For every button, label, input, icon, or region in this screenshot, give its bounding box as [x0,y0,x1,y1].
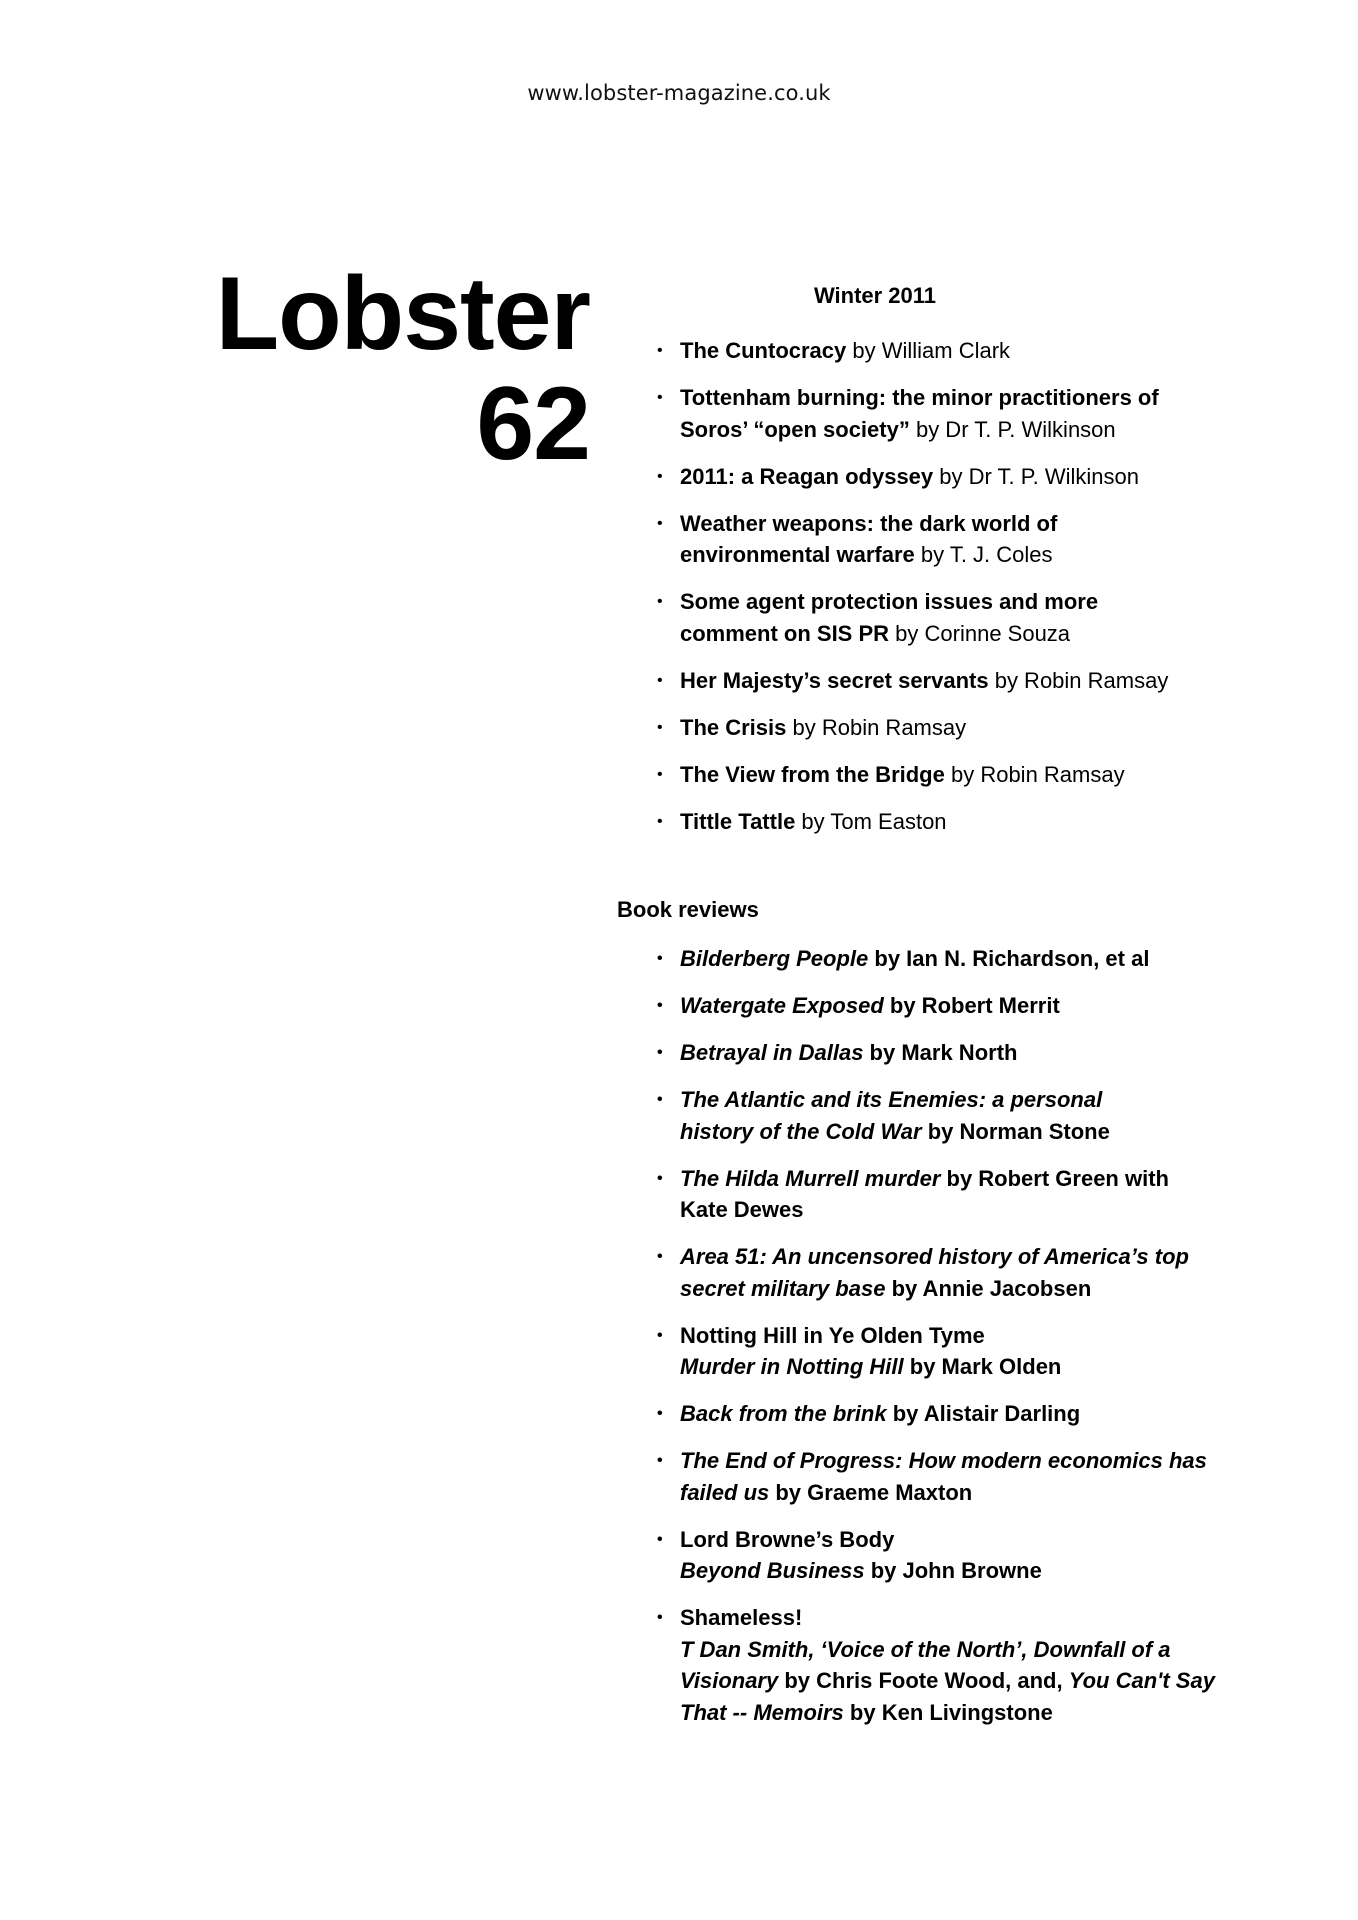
book-title-secondary: You Can't Say That -- Memoirs [680,1668,1215,1725]
article-byline: by T. J. Coles [914,542,1053,567]
review-item [655,1398,1215,1430]
article-title: Tottenham burning: the minor practitioners of Soros’ “open society” [680,385,1159,442]
book-title: Betrayal in Dallas [680,1040,864,1065]
article-byline: by William Clark [846,338,1011,363]
issue-number: 62 [476,366,590,482]
article-item [655,586,1150,649]
site-url: www.lobster-magazine.co.uk [527,81,831,105]
review-byline: by Annie Jacobsen [885,1275,1092,1301]
review-byline: by Mark North [863,1040,1018,1065]
review-item [655,1602,1225,1728]
article-item [655,759,1215,791]
article-title: Her Majesty’s secret servants [680,667,989,693]
review-byline: by Graeme Maxton [769,1479,973,1505]
issue-season: Winter 2011 [813,283,937,308]
bullet-icon: • [657,389,663,406]
review-item [655,1241,1200,1304]
bullet-icon: • [657,671,663,689]
bullet-icon: • [657,342,663,359]
book-title: Bilderberg People [680,946,869,971]
article-byline: by Corinne Souza [889,620,1071,646]
article-byline: by Dr T. P. Wilkinson [909,416,1116,442]
article-byline: by Tom Easton [795,808,947,834]
review-byline: by Norman Stone [921,1118,1110,1144]
article-item [655,508,1120,571]
bullet-icon: • [657,1530,663,1548]
article-byline: by Robin Ramsay [988,667,1169,693]
review-item [655,1037,1215,1069]
bullet-icon: • [657,1091,663,1108]
article-item [655,335,1215,367]
article-item [655,806,1215,838]
review-item [655,1320,1215,1383]
book-title: T Dan Smith, ‘Voice of the North’, Downfall of a Visionary [680,1636,1171,1693]
review-item [655,1163,1220,1226]
article-title: Weather weapons: the dark world of environmental warfare [680,510,1058,567]
review-byline: by John Browne [864,1558,1042,1583]
bullet-icon: • [657,1169,663,1187]
review-byline-secondary: by Ken Livingstone [843,1699,1053,1725]
article-title: Some agent protection issues and more comment on SIS PR [680,589,1099,646]
book-title: The Hilda Murrell murder [680,1165,941,1191]
review-heading: Notting Hill in Ye Olden Tyme [680,1322,985,1348]
bullet-icon: • [657,1248,663,1265]
review-item [655,1084,1160,1147]
book-reviews-list [655,943,1215,1744]
bullet-icon: • [657,718,663,736]
book-title: Back from the brink [680,1401,887,1426]
article-byline: by Robin Ramsay [786,714,967,740]
article-byline: by Dr T. P. Wilkinson [933,463,1139,489]
bullet-icon: • [657,514,663,532]
bullet-icon: • [657,1609,663,1626]
bullet-icon: • [657,997,663,1014]
book-title: Beyond Business [680,1558,865,1583]
review-byline: by Chris Foote Wood, and, [778,1668,1069,1693]
review-byline: by Ian N. Richardson, et al [868,946,1150,971]
article-byline: by Robin Ramsay [944,761,1125,787]
bullet-icon: • [657,950,663,967]
book-title: Watergate Exposed [680,993,884,1018]
article-item [655,665,1215,697]
article-title: Tittle Tattle [680,808,796,834]
article-item [655,461,1215,493]
book-title: Murder in Notting Hill [680,1354,904,1379]
bullet-icon: • [657,1405,663,1422]
book-reviews-heading: Book reviews [617,897,759,922]
book-title: The Atlantic and its Enemies: a personal history of the Cold War [680,1087,1103,1144]
review-item [655,943,1215,975]
article-title: The Crisis [680,714,787,740]
article-item [655,382,1215,445]
articles-list [655,335,1215,853]
review-item [655,1445,1225,1508]
review-byline: by Mark Olden [903,1354,1062,1379]
review-item [655,990,1215,1022]
review-item [655,1524,1215,1587]
review-byline: by Robert Merrit [883,993,1060,1018]
review-byline: by Robert Green with Kate Dewes [680,1165,1169,1222]
bullet-icon: • [657,812,663,830]
bullet-icon: • [657,467,663,485]
article-title: 2011: a Reagan odyssey [680,463,934,489]
article-title: The Cuntocracy [680,338,847,363]
book-title: Area 51: An uncensored history of America’s top secret military base [680,1244,1189,1301]
review-byline: by Alistair Darling [886,1401,1081,1426]
bullet-icon: • [657,1326,663,1344]
bullet-icon: • [657,765,663,783]
review-heading: Shameless! [680,1605,803,1630]
magazine-title: Lobster [215,256,590,372]
bullet-icon: • [657,1452,663,1469]
book-title: The End of Progress: How modern economics has failed us [680,1448,1207,1505]
review-heading: Lord Browne’s Body [680,1526,895,1552]
article-item [655,712,1215,744]
masthead [190,256,590,482]
article-title: The View from the Bridge [680,761,945,787]
bullet-icon: • [657,593,663,610]
bullet-icon: • [657,1044,663,1061]
